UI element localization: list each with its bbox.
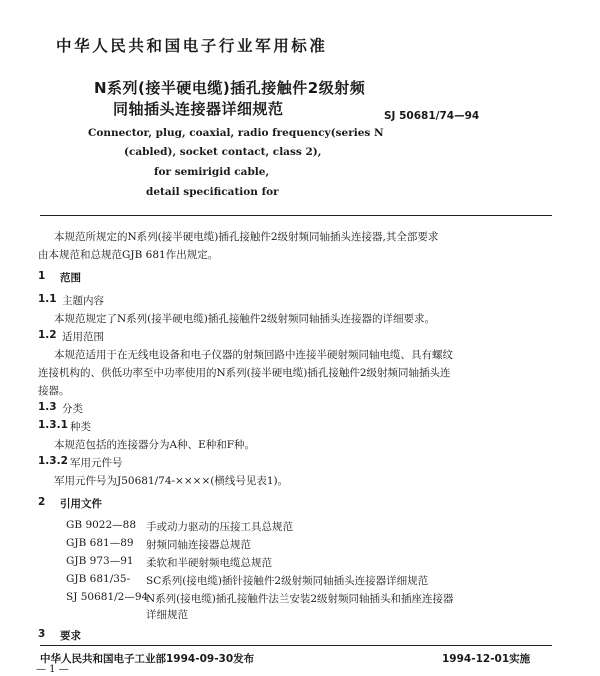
section-1-title: 范围 [60,272,81,284]
english-title-line3: for semirigid cable, [154,166,270,178]
issuer-line: 中华人民共和国电子工业部1994-09-30发布 [40,653,255,665]
section-1-2-line2: 连接机构的、供低功率至中功率使用的N系列(接半硬电缆)插孔接触件2级射频同轴插头连 [38,367,451,379]
reference-description: SC系列(接电缆)插针接触件2级射频同轴插头连接器详细规范 [146,575,429,587]
section-1-3-2-title: 军用元件号 [70,457,123,469]
top-divider [40,215,552,216]
section-1-3-2-body: 军用元件号为J50681/74-××××(横线号见表1)。 [54,475,289,487]
section-2-title: 引用文件 [60,498,102,510]
effective-date: 1994-12-01实施 [442,653,531,665]
section-2-number: 2 [38,496,46,508]
document-title-line2: 同轴插头连接器详细规范 [113,100,284,118]
reference-description-continued: 详细规范 [146,609,188,621]
section-1-2-line3: 接器。 [38,385,70,397]
section-1-1-number: 1.1 [38,293,57,305]
reference-description: N系列(接电缆)插孔接触件法兰安装2级射频同轴插头和插座连接器 [146,593,454,605]
section-3-number: 3 [38,628,46,640]
section-1-3-1-title: 种类 [70,421,91,433]
english-title-line2: (cabled), socket contact, class 2), [124,146,322,158]
reference-description: 手或动力驱动的压接工具总规范 [146,521,293,533]
intro-line2: 由本规范和总规范GJB 681作出规定。 [38,249,219,261]
section-1-3-title: 分类 [62,403,83,415]
document-title-line1: N系列(接半硬电缆)插孔接触件2级射频 [94,79,366,97]
section-1-2-title: 适用范围 [62,331,104,343]
reference-description: 柔软和半硬射频电缆总规范 [146,557,272,569]
reference-description: 射频同轴连接器总规范 [146,539,251,551]
section-1-3-number: 1.3 [38,401,57,413]
section-1-2-line1: 本规范适用于在无线电设备和电子仪器的射频回路中连接半硬射频同轴电缆、具有螺纹 [54,349,453,361]
section-1-1-body: 本规范规定了N系列(接半硬电缆)插孔接触件2级射频同轴插头连接器的详细要求。 [54,313,436,325]
org-header: 中华人民共和国电子行业军用标准 [56,37,328,55]
reference-code: GB 9022—88 [66,519,137,531]
section-1-number: 1 [38,270,46,282]
section-1-3-1-number: 1.3.1 [38,419,68,431]
reference-code: GJB 973—91 [66,555,134,567]
bottom-divider [40,645,552,646]
english-title-line4: detail specification for [146,186,279,198]
intro-line1: 本规范所规定的N系列(接半硬电缆)插孔接触件2级射频同轴插头连接器,其全部要求 [54,231,439,243]
section-1-3-2-number: 1.3.2 [38,455,68,467]
reference-code: GJB 681—89 [66,537,134,549]
page-number: — 1 — [36,664,69,675]
section-1-3-1-body: 本规范包括的连接器分为A种、E种和F种。 [54,439,256,451]
english-title-line1: Connector, plug, coaxial, radio frequency(series N [88,127,384,139]
section-3-title: 要求 [60,630,81,642]
reference-code: GJB 681/35- [66,573,131,585]
section-1-1-title: 主题内容 [62,295,104,307]
standard-number: SJ 50681/74—94 [384,110,480,122]
section-1-2-number: 1.2 [38,329,57,341]
reference-code: SJ 50681/2—94 [66,591,149,603]
